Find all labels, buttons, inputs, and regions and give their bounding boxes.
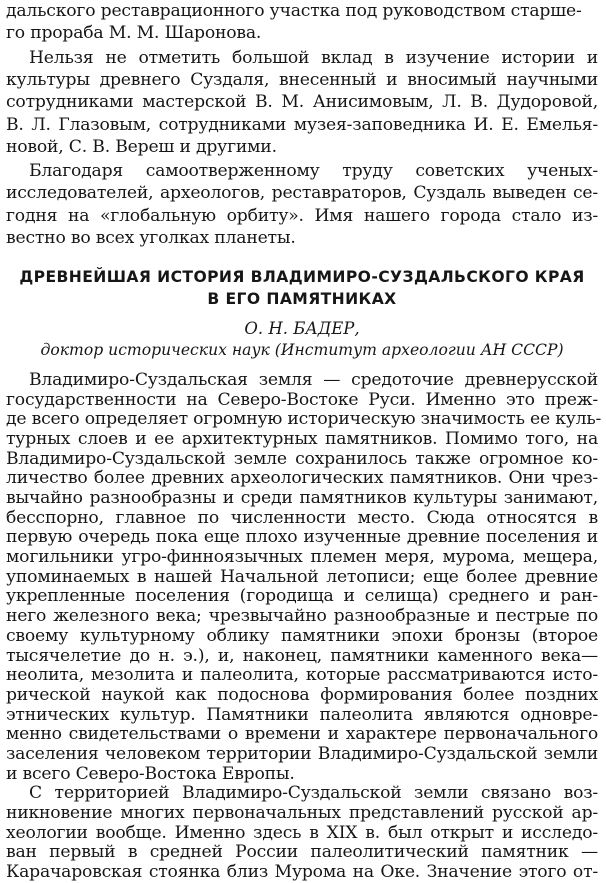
text-line: исследователей, археологов, реставраторов, Суздаль выведен се- [6, 183, 598, 203]
text-line: Карачаровская стоянка близ Мурома на Оке. Значение этого от- [6, 862, 598, 882]
text-line: никновение многих первоначальных представлений русской ар- [6, 803, 598, 823]
text-line: Благодаря самоотверженному труду советских ученых- [29, 161, 598, 181]
text-line: и всего Северо-Востока Европы. [6, 764, 295, 784]
article-title: В ЕГО ПАМЯТНИКАХ [207, 290, 397, 308]
text-line: бесспорно, главное по численности место. Сюда относятся в [6, 508, 598, 528]
text-line: государственности на Северо-Востоке Руси. Именно это преж- [6, 390, 598, 410]
text-line: заселения человеком территории Владимиро-Суздальской земли [6, 744, 598, 764]
text-line: годня на «глобальную орбиту». Имя нашего города стало из- [6, 206, 598, 226]
text-line: вычайно разнообразны и среди памятников культуры занимают, [6, 488, 598, 508]
text-line: тысячелетие до н. э.), и, наконец, памятники каменного века— [6, 646, 598, 666]
text-line: неолита, мезолита и палеолита, которые рассматриваются исто- [6, 665, 598, 685]
author-name: О. Н. БАДЕР, [244, 319, 360, 338]
text-line: Владимиро-Суздальской земле сохранилось также огромное ко- [6, 449, 598, 469]
text-line: дальского реставрационного участка под руководством старше- [6, 1, 582, 21]
text-line: менно свидетельствами о времени и характере первоначального [6, 724, 598, 744]
text-line: го прораба М. М. Шаронова. [6, 23, 262, 43]
text-line: де всего определяет огромную историческую значимость ее куль- [6, 409, 602, 429]
text-line: него железного века; чрезвычайно разнообразные и пестрые по [6, 606, 598, 626]
text-line: вестно во всех уголках планеты. [6, 228, 296, 248]
text-line: сотрудниками мастерской В. М. Анисимовым, Л. В. Дудоровой, [6, 92, 598, 112]
text-line: своему культурному облику памятники эпохи бронзы (второе [6, 626, 598, 646]
text-line: новой, С. В. Вереш и другими. [6, 137, 277, 157]
text-line: рической наукой как подоснова формирования более поздних [6, 685, 598, 705]
text-line: С территорией Владимиро-Суздальской земли связано воз- [29, 783, 598, 803]
text-line: упоминаемых в нашей Начальной летописи; еще более древние [6, 567, 598, 587]
text-line: хеологии вообще. Именно здесь в XIX в. был открыт и исследо- [6, 823, 598, 843]
text-line: первую очередь пока еще плохо изученные древние поселения и [6, 527, 598, 547]
text-line: Нельзя не отметить большой вклад в изучение истории и [29, 48, 598, 68]
text-line: культуры древнего Суздаля, внесенный и вносимый научными [6, 70, 598, 90]
text-line: личество более древних археологических памятников. Они чрез- [6, 468, 598, 488]
text-line: этнических культур. Памятники палеолита являются одновре- [6, 705, 598, 725]
text-line: Владимиро-Суздальская земля — средоточие древнерусской [29, 370, 598, 390]
text-line: В. Л. Глазовым, сотрудниками музея-заповедника И. Е. Емелья- [6, 115, 598, 135]
text-line: укрепленные поселения (городища и селища) среднего и ран- [6, 586, 598, 606]
author-affiliation: доктор исторических наук (Институт археологии АН СССР) [40, 341, 564, 359]
text-line: могильники угро-финноязычных племен меря, мурома, мещера, [6, 547, 598, 567]
text-line: ван первый в средней России палеолитический памятник — [6, 842, 598, 862]
text-line: турных слоев и ее архитектурных памятников. Помимо того, на [6, 429, 598, 449]
article-title: ДРЕВНЕЙШАЯ ИСТОРИЯ ВЛАДИМИРО-СУЗДАЛЬСКОГО КРАЯ [19, 268, 585, 286]
